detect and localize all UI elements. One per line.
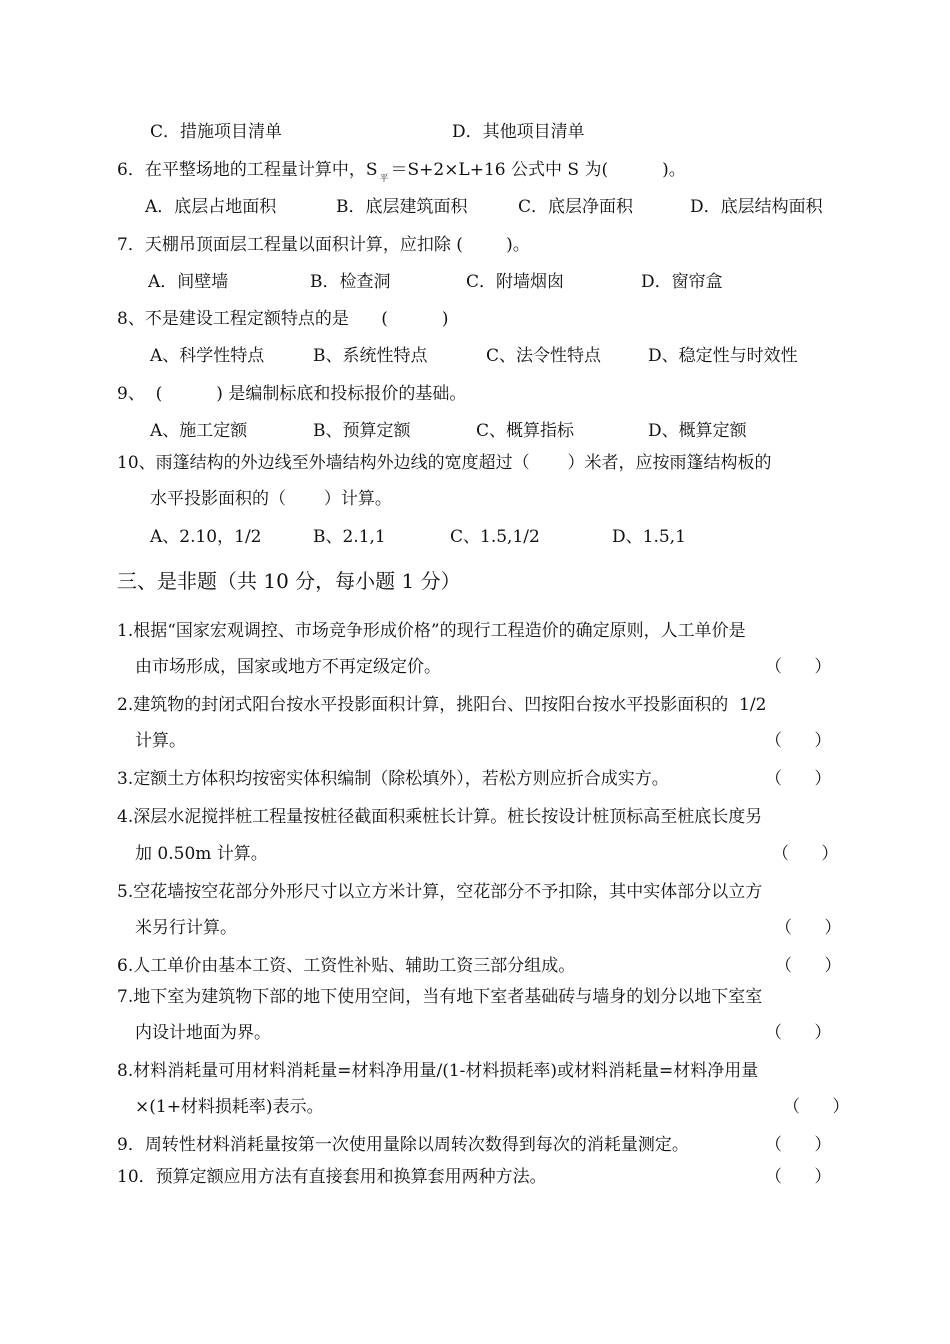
- q5-option-c: C．措施项目清单: [150, 122, 283, 142]
- q9-option-c: C、概算指标: [476, 421, 575, 441]
- q8-stem: 8、不是建设工程定额特点的是 ( ): [117, 309, 449, 329]
- tf-item-4-answer: （ ）: [772, 844, 839, 864]
- tf-item-9-line1: 9．周转性材料消耗量按第一次使用量除以周转次数得到每次的消耗量测定。: [117, 1135, 689, 1155]
- tf-item-8-line1: 8.材料消耗量可用材料消耗量=材料净用量/(1-材料损耗率)或材料消耗量=材料净用量: [117, 1061, 759, 1081]
- tf-item-8-answer: （ ）: [783, 1097, 850, 1117]
- q10-option-c: C、1.5,1/2: [450, 527, 540, 547]
- q9-option-d: D、概算定额: [648, 421, 747, 441]
- tf-item-6-line1: 6.人工单价由基本工资、工资性补贴、辅助工资三部分组成。: [117, 956, 576, 976]
- q7-option-a: A．间壁墙: [148, 272, 229, 292]
- q7-stem: 7．天棚吊顶面层工程量以面积计算，应扣除 ( )。: [117, 235, 530, 255]
- q7-option-c: C．附墙烟囱: [466, 272, 565, 292]
- q8-option-b: B、系统性特点: [313, 346, 428, 366]
- tf-item-1-line1: 1.根据“国家宏观调控、市场竞争形成价格”的现行工程造价的确定原则，人工单价是: [117, 621, 746, 641]
- q6-subscript: 平: [379, 174, 389, 184]
- q6-stem: [117, 158, 686, 185]
- tf-item-4-line1: 4.深层水泥搅拌桩工程量按桩径截面积乘桩长计算。桩长按设计桩顶标高至桩底长度另: [117, 807, 763, 827]
- tf-item-2-line2: 计算。: [135, 731, 186, 751]
- q10-option-a: A、2.10，1/2: [150, 527, 262, 547]
- tf-item-1-answer: （ ）: [765, 657, 832, 677]
- tf-item-5-line2: 米另行计算。: [135, 918, 237, 938]
- tf-item-10-line1: 10．预算定额应用方法有直接套用和换算套用两种方法。: [117, 1167, 547, 1187]
- q10-option-d: D、1.5,1: [612, 527, 686, 547]
- tf-item-7-line1: 7.地下室为建筑物下部的地下使用空间，当有地下室者基础砖与墙身的划分以地下室室: [117, 987, 763, 1007]
- q6-option-d: D．底层结构面积: [690, 197, 823, 217]
- q9-option-b: B、预算定额: [313, 421, 411, 441]
- tf-item-3-line1: 3.定额土方体积均按密实体积编制（除松填外），若松方则应折合成实方。: [117, 769, 669, 789]
- tf-item-3-answer: （ ）: [765, 769, 832, 789]
- q8-option-d: D、稳定性与时效性: [648, 346, 798, 366]
- tf-item-9-answer: （ ）: [765, 1135, 832, 1155]
- q10-stem-line1: 10、雨篷结构的外边线至外墙结构外边线的宽度超过（ ）米者，应按雨篷结构板的: [117, 453, 772, 473]
- tf-item-4-line2: 加 0.50m 计算。: [135, 844, 268, 864]
- tf-item-8-line2: ×(1+材料损耗率)表示。: [135, 1097, 324, 1117]
- tf-item-5-line1: 5.空花墙按空花部分外形尺寸以立方米计算，空花部分不予扣除，其中实体部分以立方: [117, 882, 763, 902]
- q8-option-c: C、法令性特点: [486, 346, 602, 366]
- q6-option-b: B．底层建筑面积: [336, 197, 468, 217]
- tf-item-2-line1: 2.建筑物的封闭式阳台按水平投影面积计算，挑阳台、凹按阳台按水平投影面积的 1/2: [117, 695, 767, 715]
- q6-stem-b: ＝S+2×L+16 公式中 S 为( )。: [390, 160, 686, 180]
- q5-option-d: D．其他项目清单: [452, 122, 585, 142]
- q9-stem: 9、 ( ) 是编制标底和投标报价的基础。: [117, 384, 467, 404]
- q10-stem-line2: 水平投影面积的（ ）计算。: [150, 489, 392, 509]
- q7-option-d: D．窗帘盒: [641, 272, 723, 292]
- section-title: 三、是非题（共 10 分，每小题 1 分）: [117, 569, 461, 593]
- tf-item-5-answer: （ ）: [775, 918, 842, 938]
- q6-option-a: A．底层占地面积: [145, 197, 277, 217]
- tf-item-2-answer: （ ）: [765, 731, 832, 751]
- q10-option-b: B、2.1,1: [313, 527, 386, 547]
- q7-option-b: B．检查洞: [310, 272, 391, 292]
- q9-option-a: A、施工定额: [150, 421, 248, 441]
- q6-option-c: C．底层净面积: [518, 197, 634, 217]
- q6-stem-a: 6．在平整场地的工程量计算中，S: [117, 160, 378, 180]
- tf-item-7-answer: （ ）: [765, 1023, 832, 1043]
- tf-item-6-answer: （ ）: [775, 956, 842, 976]
- q8-option-a: A、科学性特点: [150, 346, 265, 366]
- tf-item-1-line2: 由市场形成，国家或地方不再定级定价。: [135, 657, 441, 677]
- tf-item-10-answer: （ ）: [765, 1167, 832, 1187]
- tf-item-7-line2: 内设计地面为界。: [135, 1023, 271, 1043]
